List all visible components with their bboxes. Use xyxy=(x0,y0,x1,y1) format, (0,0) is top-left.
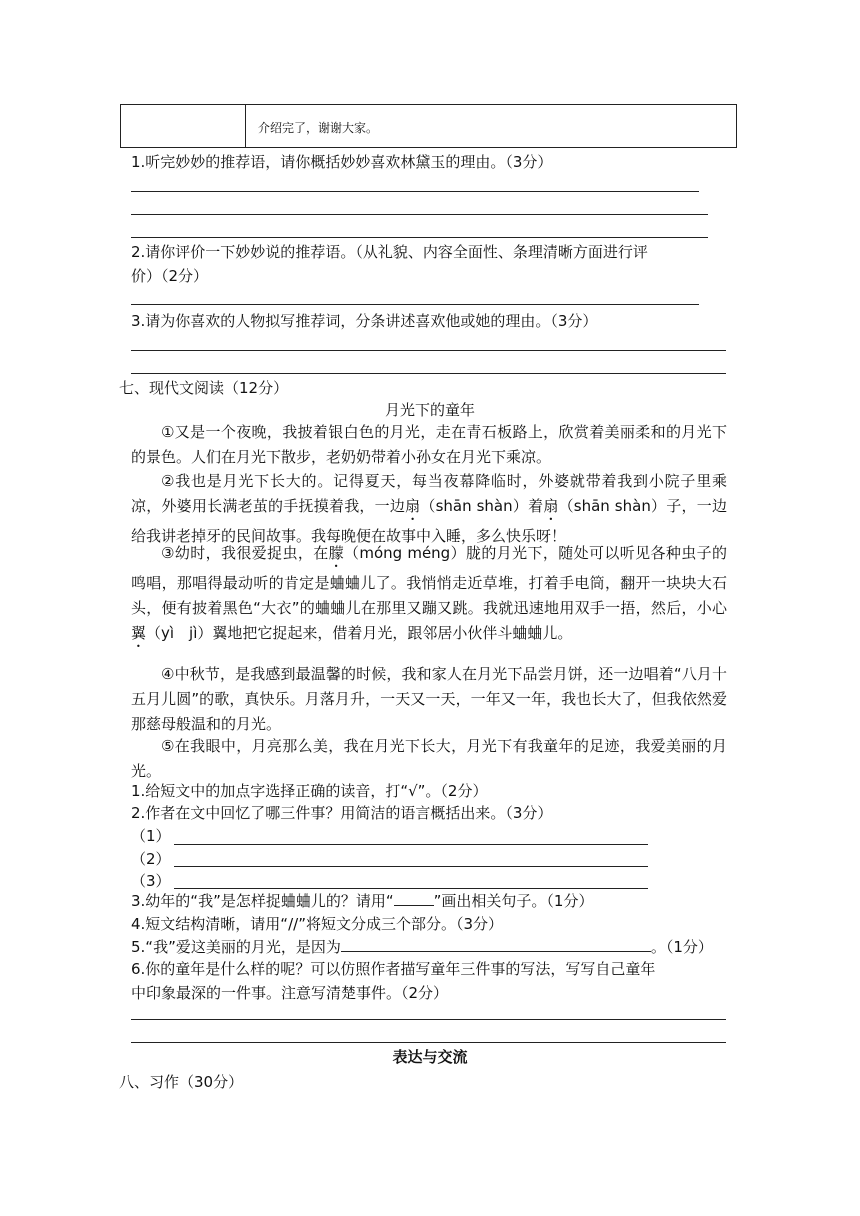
section-title: 表达与交流 xyxy=(392,1048,468,1066)
sub-answer-1-label: （1） xyxy=(131,827,171,845)
question-7-6-line2: 中印象最深的一件事。注意写清楚事件。（2分） xyxy=(131,984,449,1002)
paragraph-3-text: （móng méng）胧的月光下，随处可以听见各种虫子的鸣唱，那唱得最动听的肯定是蛐蛐儿了。我悄悄走近草堆，打着手电筒，翻开一块块大石头，便有披着黑色“大衣”的蛐蛐儿在那里又蹦又跳。我就迅速地用双手一捂，然后，小心 xyxy=(131,544,727,617)
answer-line[interactable] xyxy=(131,1019,726,1020)
question-6-3: 3.请为你喜欢的人物拟写推荐词，分条讲述喜欢他或她的理由。（3分） xyxy=(131,312,598,330)
paragraph-2-text: （shān shàn）着 xyxy=(420,497,544,515)
part7-heading: 七、现代文阅读（12分） xyxy=(119,379,289,397)
answer-line[interactable] xyxy=(131,350,726,351)
paragraph-3 xyxy=(131,541,727,651)
sub-answer-3-label: （3） xyxy=(131,872,171,890)
recommendation-table xyxy=(120,104,737,148)
answer-line[interactable] xyxy=(131,304,699,305)
question-7-3-text: 3.幼年的“我”是怎样捉蛐蛐儿的？请用“ xyxy=(131,892,394,910)
answer-line[interactable] xyxy=(131,1042,726,1043)
question-6-1: 1.听完妙妙的推荐语，请你概括妙妙喜欢林黛玉的理由。（3分） xyxy=(131,153,553,171)
answer-line[interactable] xyxy=(131,191,699,192)
underline-mark xyxy=(394,891,434,906)
answer-line[interactable] xyxy=(131,237,708,238)
paragraph-3-text: ③幼时，我很爱捉虫，在 xyxy=(161,544,329,562)
question-6-2-line1: 2.请你评价一下妙妙说的推荐语。（从礼貌、内容全面性、条理清晰方面进行评 xyxy=(131,243,648,261)
paragraph-2-text: ②我也是月光下长大的。记得夏天，每当夜幕降临时，外婆就带着我到小院子里乘凉，外婆用长满老茧的手抚摸着我，一边 xyxy=(131,472,727,515)
question-7-3 xyxy=(131,890,593,912)
paragraph-4: ④中秋节，是我感到最温馨的时候，我和家人在月光下品尝月饼，还一边唱着“八月十五月儿圆”的歌，真快乐。月落月升，一天又一天，一年又一年，我也长大了，但我依然爱那慈母般温和的月光。 xyxy=(131,665,727,733)
paragraph-2-text: （shān shàn）子，一边给我讲老掉牙的民间故事。我每晚便在故事中入睡，多么快乐呀！ xyxy=(131,497,727,545)
part8-heading: 八、习作（30分） xyxy=(119,1073,244,1091)
dotted-char: 翼 xyxy=(131,624,147,642)
answer-line[interactable] xyxy=(174,844,648,845)
answer-line[interactable] xyxy=(174,888,648,889)
paragraph-1: ①又是一个夜晚，我披着银白色的月光，走在青石板路上，欣赏着美丽柔和的月光下的景色。人们在月光下散步，老奶奶带着小孙女在月光下乘凉。 xyxy=(131,423,727,466)
question-7-1: 1.给短文中的加点字选择正确的读音，打“√”。（2分） xyxy=(131,782,488,800)
paragraph-3-text: （yì jì）翼地把它捉起来，借着月光，跟邻居小伙伴斗蛐蛐儿。 xyxy=(146,624,573,642)
question-6-2-line2: 价）（2分） xyxy=(131,267,209,285)
question-7-5 xyxy=(131,936,713,958)
fill-in-blank[interactable] xyxy=(341,937,651,952)
dotted-char: 朦 xyxy=(328,544,344,562)
paragraph-5: ⑤在我眼中，月亮那么美，我在月光下长大，月光下有我童年的足迹，我爱美丽的月光。 xyxy=(131,737,727,780)
paragraph-2 xyxy=(131,469,727,549)
answer-line[interactable] xyxy=(174,866,648,867)
question-7-2: 2.作者在文中回忆了哪三件事？用简洁的语言概括出来。（3分） xyxy=(131,804,553,822)
answer-line[interactable] xyxy=(131,373,726,374)
dotted-char: 扇 xyxy=(405,497,421,515)
question-7-6-line1: 6.你的童年是什么样的呢？可以仿照作者描写童年三件事的写法，写写自己童年 xyxy=(131,960,656,978)
question-7-4: 4.短文结构清晰，请用“//”将短文分成三个部分。（3分） xyxy=(131,915,504,933)
question-7-5-text: 5.“我”爱这美丽的月光，是因为 xyxy=(131,938,341,956)
answer-line[interactable] xyxy=(131,214,708,215)
sub-answer-2-label: （2） xyxy=(131,850,171,868)
question-7-5-text: 。（1分） xyxy=(650,938,713,956)
question-7-3-text: ”画出相关句子。（1分） xyxy=(433,892,594,910)
table-cell-text: 介绍完了，谢谢大家。 xyxy=(258,121,379,135)
dotted-char: 扇 xyxy=(543,497,559,515)
article-title: 月光下的童年 xyxy=(384,401,475,419)
table-left-cell xyxy=(121,105,246,147)
